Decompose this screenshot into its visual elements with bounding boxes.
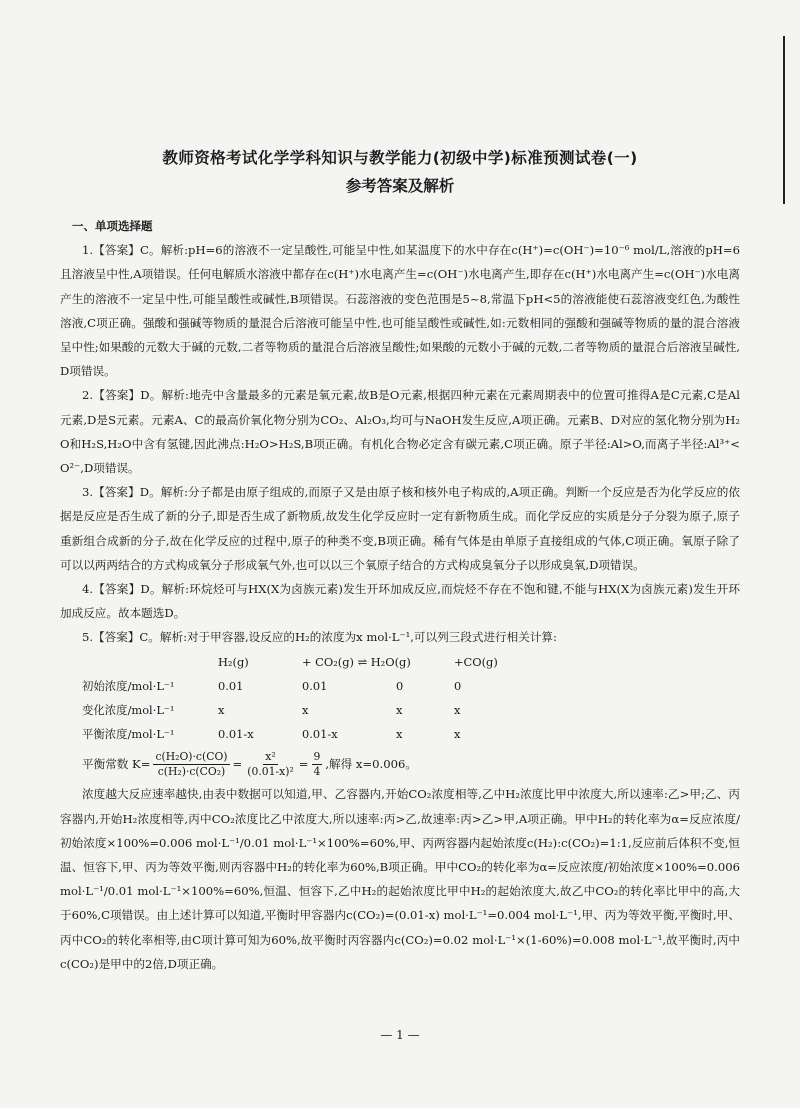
table-cell: +CO(g) (454, 654, 498, 669)
answer-content (60, 214, 740, 976)
table-cell: 变化浓度/mol·L⁻¹ (82, 703, 175, 718)
section-heading: 一、单项选择题 (72, 219, 153, 233)
answer-q1: 1.【答案】C。解析:pH=6的溶液不一定呈酸性,可能呈中性,如某温度下的水中存在c(H⁺)=c(OH⁻)=10⁻⁶ mol/L,溶液的pH=6且溶液呈中性,A项错误。任何电解质水溶液中都存在c(H⁺)水电离产生=c(OH⁻)水电离产生,即存在c(H⁺)水电离产生=c(OH⁻)水电离产生的溶液不一定呈中性,可能呈酸性或碱性,B项错误。石蕊溶液的变色范围是5~8,常温下pH<5的溶液能使石蕊溶液变红色,为酸性溶液,C项正确。强酸和强碱等物质的量混合后溶液可能呈中性,也可能呈酸性或碱性,如:元数相同的强酸和强碱等物质的量的混合溶液呈中性;如果酸的元数大于碱的元数,二者等物质的量混合后溶液呈酸性;如果酸的元数小于碱的元数,二者等物质的量混合后溶液呈碱性,D项错误。 (60, 243, 740, 379)
answer-q4: 4.【答案】D。解析:环烷烃可与HX(X为卤族元素)发生开环加成反应,而烷烃不存在不饱和键,不能与HX(X为卤族元素)发生开环加成反应。故本题选D。 (60, 582, 740, 621)
table-cell: x (454, 703, 461, 718)
equilibrium-constant-line (82, 746, 740, 782)
fraction-numerator: c(H₂O)·c(CO) (155, 749, 228, 763)
table-row (82, 698, 524, 722)
answer-q5-intro: 5.【答案】C。解析:对于甲容器,设反应的H₂的浓度为x mol·L⁻¹,可以列三段式进行相关计算: (82, 630, 557, 645)
equals-sign: = (232, 757, 243, 772)
equals-sign: = (298, 757, 309, 772)
title-block (80, 146, 720, 198)
table-cell: 0.01 (302, 678, 328, 693)
fraction-denominator: c(H₂)·c(CO₂) (157, 764, 226, 778)
table-cell: x (302, 703, 309, 718)
table-cell: + CO₂(g) ⇌ H₂O(g) (302, 654, 411, 669)
k-label: 平衡常数 K= (82, 757, 151, 772)
table-cell: H₂(g) (218, 654, 249, 669)
fraction-numerator: 9 (313, 749, 321, 763)
table-cell: 0.01 (218, 678, 244, 693)
table-cell: x (454, 727, 461, 742)
page-number: — 1 — (380, 1028, 420, 1042)
k-fraction-2 (245, 750, 296, 779)
k-result: ,解得 x=0.006。 (325, 757, 417, 772)
table-row (82, 674, 524, 698)
fraction-denominator: (0.01-x)² (247, 764, 294, 778)
table-cell: 0 (454, 678, 462, 693)
table-header-row (82, 650, 524, 674)
fraction-denominator: 4 (313, 764, 321, 778)
fraction-numerator: x² (265, 749, 276, 763)
k-fraction-1 (153, 750, 229, 779)
table-cell: x (218, 703, 225, 718)
table-cell: 0.01-x (218, 727, 254, 742)
table-cell: 初始浓度/mol·L⁻¹ (82, 678, 175, 693)
answer-q5-body: 浓度越大反应速率越快,由表中数据可以知道,甲、乙容器内,开始CO₂浓度相等,乙中H₂浓度比甲中浓度大,所以速率:乙>甲;乙、丙容器内,开始H₂浓度相等,丙中CO₂浓度比乙中浓度大,所以速率:丙>乙,故速率:丙>乙>甲,A项正确。甲中H₂的转化率为α=反应浓度/初始浓度×100%=0.006 mol·L⁻¹/0.01 mol·L⁻¹×100%=60%,甲、丙两容器内起始浓度c(H₂):c(CO₂)=1:1,反应前后体积不变,恒温、恒容下,甲、丙为等效平衡,则丙容器中H₂的转化率为60%,B项正确。甲中CO₂的转化率为α=反应浓度/初始浓度×100%=0.006 mol·L⁻¹/0.01 mol·L⁻¹×100%=60%,恒温、恒容下,乙中H₂的起始浓度比甲中H₂的起始浓度大,故乙中CO₂的转化率比甲中的高,大于60%,C项错误。由上述计算可以知道,平衡时甲容器内c(CO₂)=(0.01-x) mol·L⁻¹=0.004 mol·L⁻¹,甲、丙为等效平衡,平衡时,甲、丙中CO₂的转化率相等,由C项计算可知为60%,故平衡时丙容器内c(CO₂)=0.02 mol·L⁻¹×(1-60%)=0.008 mol·L⁻¹,故平衡时,丙中c(CO₂)是甲中的2倍,D项正确。 (60, 787, 740, 971)
table-cell: 0.01-x (302, 727, 338, 742)
k-fraction-3 (312, 750, 323, 779)
table-cell: x (396, 727, 403, 742)
table-cell: 0 (396, 678, 404, 693)
answer-q3: 3.【答案】D。解析:分子都是由原子组成的,而原子又是由原子核和核外电子构成的,A项正确。判断一个反应是否为化学反应的依据是反应是否生成了新的分子,即是否生成了新物质,故发生化学反应时一定有新物质生成。而化学反应的实质是分子分裂为原子,原子重新组合成新的分子,故在化学反应的过程中,原子的种类不变,B项正确。稀有气体是由单原子直接组成的气体,C项正确。氧原子除了可以以两两结合的方式构成氧分子形成氧气外,也可以以三个氧原子结合的方式构成臭氧分子以形成臭氧,D项错误。 (60, 485, 740, 572)
answer-q2: 2.【答案】D。解析:地壳中含量最多的元素是氧元素,故B是O元素,根据四种元素在元素周期表中的位置可推得A是C元素,C是Al元素,D是S元素。元素A、C的最高价氧化物分别为CO₂、Al₂O₃,均可与NaOH发生反应,A项正确。元素B、D对应的氢化物分别为H₂O和H₂S,H₂O中含有氢键,因此沸点:H₂O>H₂S,B项正确。有机化合物必定含有碳元素,C项正确。原子半径:Al>O,而离子半径:Al³⁺<O²⁻,D项错误。 (60, 388, 740, 476)
three-stage-table (82, 650, 524, 747)
binding-line (783, 36, 785, 204)
table-cell: x (396, 703, 403, 718)
table-cell (82, 650, 218, 674)
table-row (82, 722, 524, 746)
page-title: 教师资格考试化学学科知识与教学能力(初级中学)标准预测试卷(一) (162, 149, 638, 167)
page-subtitle: 参考答案及解析 (345, 177, 455, 195)
table-cell: 平衡浓度/mol·L⁻¹ (82, 727, 175, 742)
